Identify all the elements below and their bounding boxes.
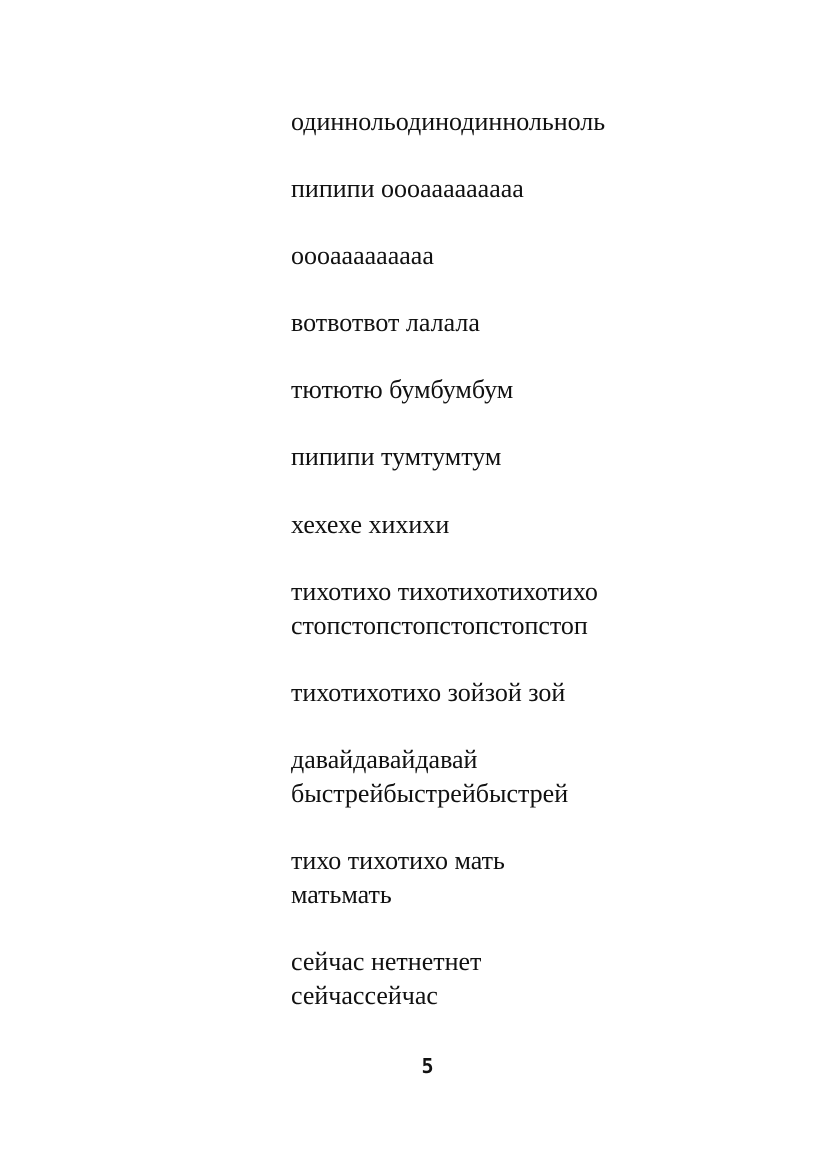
poem-line: давайдавайдавай: [291, 745, 478, 774]
poem-stanza: [291, 743, 568, 811]
poem-line: сейчассейчас: [291, 981, 438, 1010]
poem-line: матьмать: [291, 880, 392, 909]
poem-line: одиннольодинодиннольноль: [291, 107, 606, 136]
poem-stanza: [291, 440, 501, 474]
poem-line: оооааааааааа: [291, 241, 434, 270]
poem-stanza: [291, 844, 505, 912]
poem-line: тихотихо тихотихотихотихо: [291, 577, 598, 606]
poem-stanza: [291, 306, 480, 340]
poem-stanza: [291, 239, 434, 273]
poem-line: сейчас нетнетнет: [291, 947, 482, 976]
poem-stanza: [291, 945, 481, 1013]
poem-line: быстрейбыстрейбыстрей: [291, 779, 569, 808]
poem-line: тихо тихотихо мать: [291, 846, 505, 875]
poem-stanza: [291, 373, 513, 407]
poem-line: пипипи оооааааааааа: [291, 174, 524, 203]
poem-line: пипипи тумтумтум: [291, 442, 502, 471]
poem-line: хехехе хихихи: [291, 510, 450, 539]
page-number: 5: [421, 1054, 434, 1078]
poem-line: стопстопстопстопстопстоп: [291, 611, 588, 640]
poem-line: тютютю бумбумбум: [291, 375, 514, 404]
poem-stanza: [291, 676, 565, 710]
poem-stanza: [291, 105, 605, 139]
poem-line: тихотихотихо зойзой зой: [291, 678, 566, 707]
poem-stanza: [291, 575, 598, 643]
poem-line: вотвотвот лалала: [291, 308, 480, 337]
poem-stanza: [291, 172, 524, 206]
poem-stanza: [291, 508, 449, 542]
